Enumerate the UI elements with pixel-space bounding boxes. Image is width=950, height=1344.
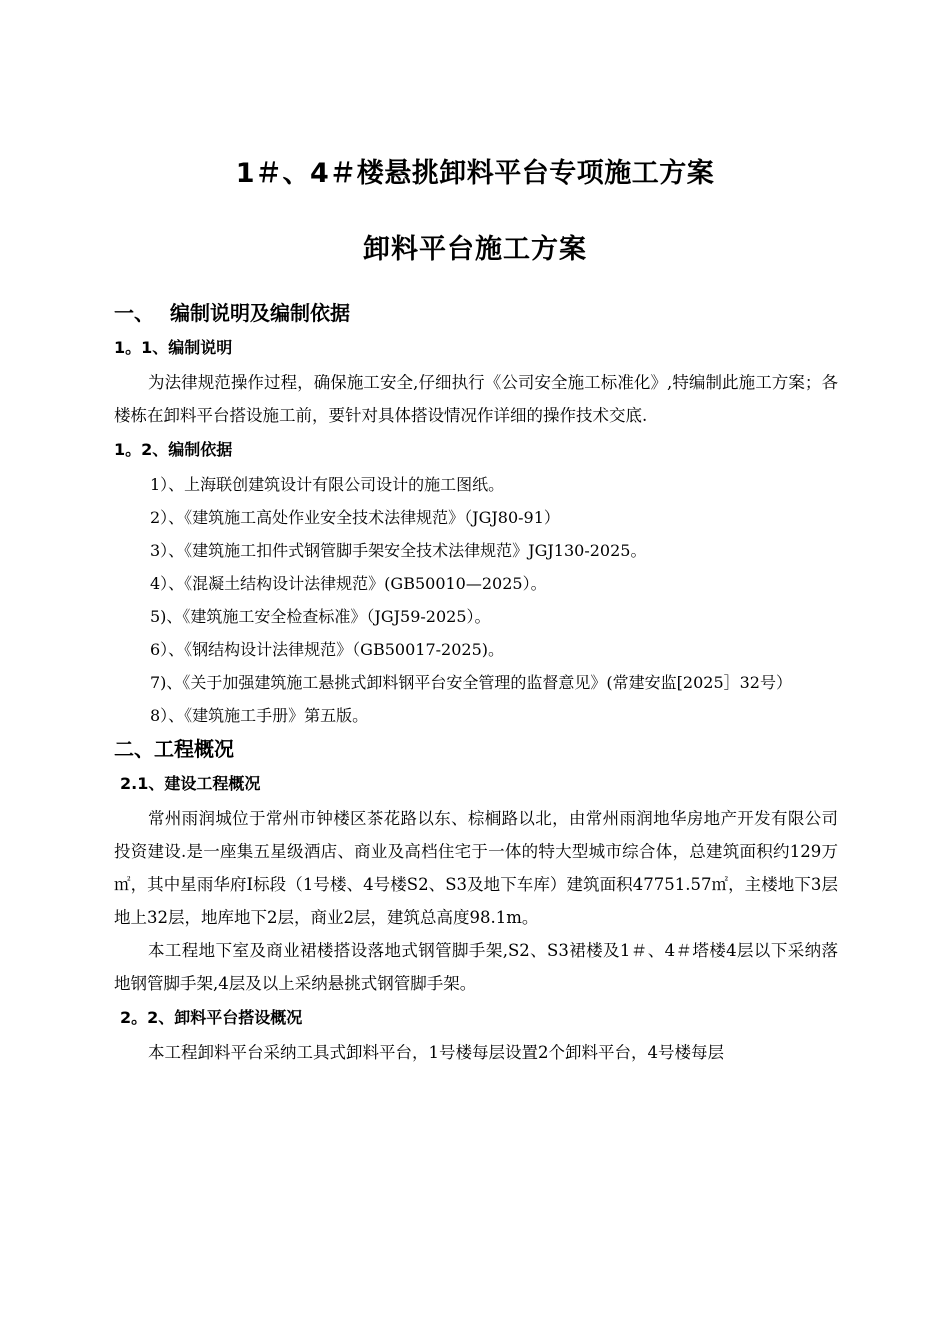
reference-item: 7)、《关于加强建筑施工悬挑式卸料钢平台安全管理的监督意见》(常建安监[2025］32号） (150, 673, 792, 692)
section-1-number: 一、 (114, 301, 154, 325)
subsection-1-2-heading: 1。2、编制依据 (114, 440, 233, 459)
reference-item: 8）、《建筑施工手册》第五版。 (150, 706, 369, 725)
subsection-2-2-heading: 2。2、卸料平台搭设概况 (120, 1008, 303, 1027)
section-2-heading: 二、工程概况 (114, 737, 234, 761)
subsection-1-1-paragraph: 为法律规范操作过程，确保施工安全,仔细执行《公司安全施工标准化》,特编制此施工方案；各楼栋在卸料平台搭设施工前，要针对具体搭设情况作详细的操作技术交底. (114, 373, 838, 425)
reference-item: 1）、上海联创建筑设计有限公司设计的施工图纸。 (150, 475, 505, 494)
reference-item: 2）、《建筑施工高处作业安全技术法律规范》（JGJ80-91） (150, 508, 560, 527)
subsection-1-1-heading: 1。1、编制说明 (114, 338, 233, 357)
subsection-2-1-heading: 2.1、建设工程概况 (120, 774, 261, 793)
subsection-2-1-paragraph-1: 常州雨润城位于常州市钟楼区茶花路以东、棕榈路以北，由常州雨润地华房地产开发有限公司投资建设.是一座集五星级酒店、商业及高档住宅于一体的特大型城市综合体，总建筑面积约129万㎡，其中星雨华府Ⅰ标段（1号楼、4号楼S2、S3及地下车库）建筑面积47751.57㎡，主楼地下3层地上32层，地库地下2层，商业2层，建筑总高度98.1m。 (114, 809, 838, 927)
reference-item: 5)、《建筑施工安全检查标准》（JGJ59-2025）。 (150, 607, 491, 626)
document-body (114, 296, 838, 1069)
document-subtitle: 卸料平台施工方案 (363, 234, 587, 265)
subsection-2-1-paragraph-2: 本工程地下室及商业裙楼搭设落地式钢管脚手架,S2、S3裙楼及1＃、4＃塔楼4层以下采纳落地钢管脚手架,4层及以上采纳悬挑式钢管脚手架。 (114, 941, 838, 993)
reference-item: 4）、《混凝土结构设计法律规范》(GB50010—2025）。 (150, 574, 547, 593)
reference-item: 3）、《建筑施工扣件式钢管脚手架安全技术法律规范》JGJ130-2025。 (150, 541, 647, 560)
section-1-heading (114, 296, 838, 330)
section-1-title: 编制说明及编制依据 (170, 301, 350, 325)
reference-item: 6）、《钢结构设计法律规范》（GB50017-2025)。 (150, 640, 504, 659)
subsection-2-2-paragraph: 本工程卸料平台采纳工具式卸料平台，1号楼每层设置2个卸料平台，4号楼每层 (148, 1043, 724, 1062)
document-title: 1＃、4＃楼悬挑卸料平台专项施工方案 (235, 158, 715, 189)
